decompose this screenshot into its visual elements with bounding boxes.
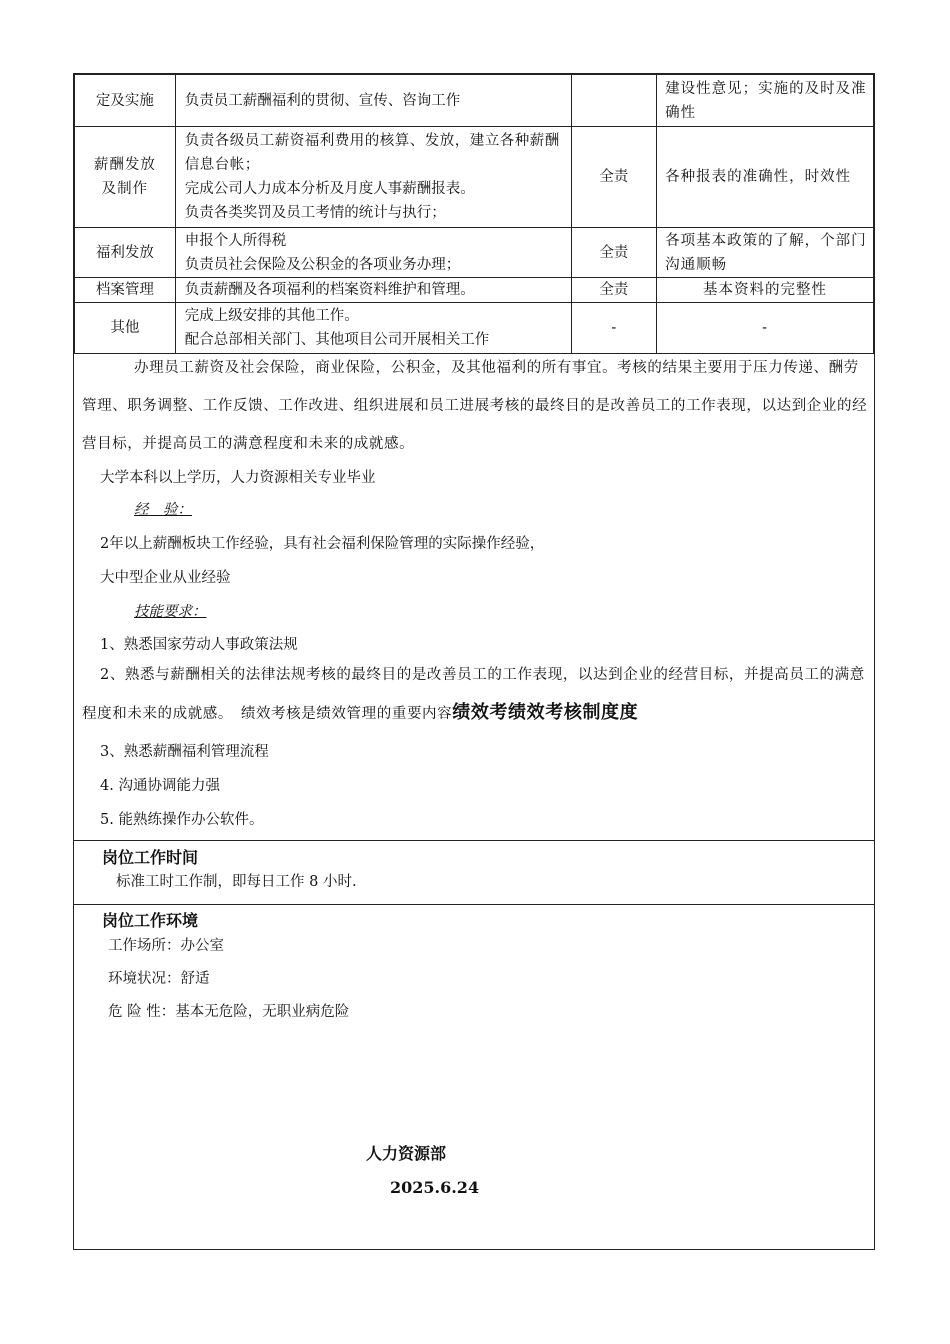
- job-description-form: [73, 73, 875, 1250]
- signature-date: 2025.6.24: [390, 1178, 480, 1197]
- work-time-text: 标准工时工作制，即每日工作 8 小时.: [116, 874, 357, 890]
- duty-area: 福利发放: [75, 228, 176, 278]
- table-row: [75, 75, 874, 127]
- skill-item: 5. 能熟练操作办公软件。: [100, 812, 264, 828]
- experience-label: 经 验：: [134, 502, 192, 518]
- duty-standard: 各种报表的准确性，时效性: [657, 127, 874, 228]
- experience-item: 大中型企业从业经验: [100, 570, 231, 586]
- duty-responsibility: 全责: [571, 127, 657, 228]
- work-condition: 环境状况：舒适: [108, 971, 210, 987]
- duty-standard: -: [657, 303, 874, 354]
- duty-area: 定及实施: [75, 75, 176, 127]
- table-row: [75, 278, 874, 303]
- duty-table: [74, 74, 874, 354]
- duty-content: 申报个人所得税 负责员社会保险及公积金的各项业务办理；: [175, 228, 571, 278]
- divider: [74, 904, 874, 905]
- education-requirement: 大学本科以上学历，人力资源相关专业毕业: [100, 470, 376, 486]
- duty-standard: 建设性意见；实施的及时及准确性: [657, 75, 874, 127]
- duty-area: 档案管理: [75, 278, 176, 303]
- duty-content: 完成上级安排的其他工作。 配合总部相关部门、其他项目公司开展相关工作: [175, 303, 571, 354]
- skill-item: 1、熟悉国家劳动人事政策法规: [100, 637, 298, 653]
- divider: [74, 840, 874, 841]
- job-summary: 办理员工薪资及社会保险，商业保险，公积金，及其他福利的所有事宜。考核的结果主要用于压力传递、酬劳管理、职务调整、工作反馈、工作改进、组织进展和员工进展考核的最终目的是改善员工的工作表现，以达到企业的经营目标，并提高员工的满意程度和未来的成就感。: [82, 360, 868, 452]
- experience-item: 2年以上薪酬板块工作经验，具有社会福利保险管理的实际操作经验，: [100, 536, 545, 552]
- work-danger: 危 险 性：基本无危险，无职业病危险: [108, 1004, 350, 1020]
- work-place: 工作场所：办公室: [108, 938, 224, 954]
- duty-standard: 基本资料的完整性: [657, 278, 874, 303]
- signature-department: 人力资源部: [366, 1144, 447, 1163]
- work-env-heading: 岗位工作环境: [102, 911, 199, 930]
- table-row: [75, 228, 874, 278]
- duty-standard: 各项基本政策的了解，个部门沟通顺畅: [657, 228, 874, 278]
- skill-item: 4. 沟通协调能力强: [100, 778, 220, 794]
- skills-label: 技能要求：: [134, 604, 207, 620]
- table-row: [75, 303, 874, 354]
- duty-responsibility: 全责: [571, 278, 657, 303]
- duty-content: 负责薪酬及各项福利的档案资料维护和管理。: [175, 278, 571, 303]
- duty-area: 其他: [75, 303, 176, 354]
- duty-responsibility: [571, 75, 657, 127]
- skill-item: 2、熟悉与薪酬相关的法律法规考核的最终目的是改善员工的工作表现，以达到企业的经营目标，并提高员工的满意程度和未来的成就感。 绩效考核是绩效管理的重要内容绩效考绩效考核制度度: [82, 667, 865, 723]
- table-row: [75, 127, 874, 228]
- skill-item: 3、熟悉薪酬福利管理流程: [100, 744, 269, 760]
- duty-content: 负责各级员工薪资福利费用的核算、发放，建立各种薪酬信息台帐； 完成公司人力成本分析及月度人事薪酬报表。 负责各类奖罚及员工考情的统计与执行；: [175, 127, 571, 228]
- duty-area: 薪酬发放及制作: [75, 127, 176, 228]
- duty-content: 负责员工薪酬福利的贯彻、宣传、咨询工作: [175, 75, 571, 127]
- duty-responsibility: -: [571, 303, 657, 354]
- emphasis-text: 绩效考绩效考核制度度: [452, 702, 639, 723]
- work-time-heading: 岗位工作时间: [102, 848, 199, 867]
- duty-responsibility: 全责: [571, 228, 657, 278]
